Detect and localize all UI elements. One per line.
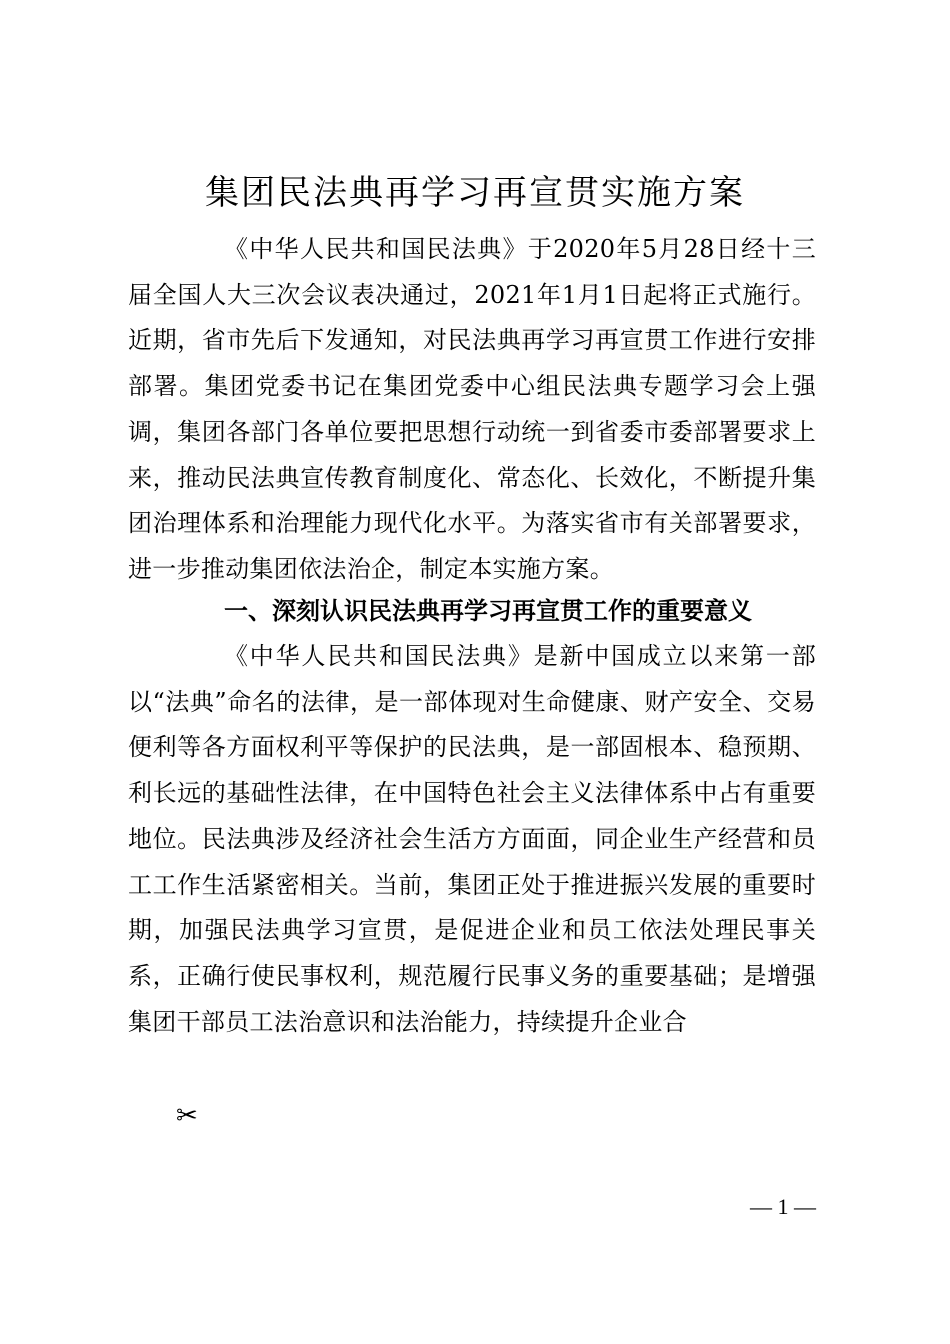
- section-1-paragraph: 《中华人民共和国民法典》是新中国成立以来第一部以“法典”命名的法律，是一部体现对生命健康、财产安全、交易便利等各方面权利平等保护的民法典，是一部固根本、稳预期、利长远的基础性法律，在中国特色社会主义法律体系中占有重要地位。民法典涉及经济社会生活方方面面，同企业生产经营和员工工作生活紧密相关。当前，集团正处于推进振兴发展的重要时期，加强民法典学习宣贯，是促进企业和员工依法处理民事关系，正确行使民事权利，规范履行民事义务的重要基础；是增强集团干部员工法治意识和法治能力，持续提升企业合: [128, 642, 816, 1036]
- section-heading-1: 一、深刻认识民法典再学习再宣贯工作的重要意义: [224, 597, 752, 625]
- intro-paragraph: 《中华人民共和国民法典》于2020年5月28日经十三届全国人大三次会议表决通过，2021年1月1日起将正式施行。近期，省市先后下发通知，对民法典再学习再宣贯工作进行安排部署。集团党委书记在集团党委中心组民法典专题学习会上强调，集团各部门各单位要把思想行动统一到省委市委部署要求上来，推动民法典宣传教育制度化、常态化、长效化，不断提升集团治理体系和治理能力现代化水平。为落实省市有关部署要求，进一步推动集团依法治企，制定本实施方案。: [128, 235, 816, 583]
- scissors-icon: ✂: [176, 1101, 198, 1131]
- document-title: 集团民法典再学习再宣贯实施方案: [205, 173, 745, 213]
- page-number: — 1 —: [750, 1194, 816, 1219]
